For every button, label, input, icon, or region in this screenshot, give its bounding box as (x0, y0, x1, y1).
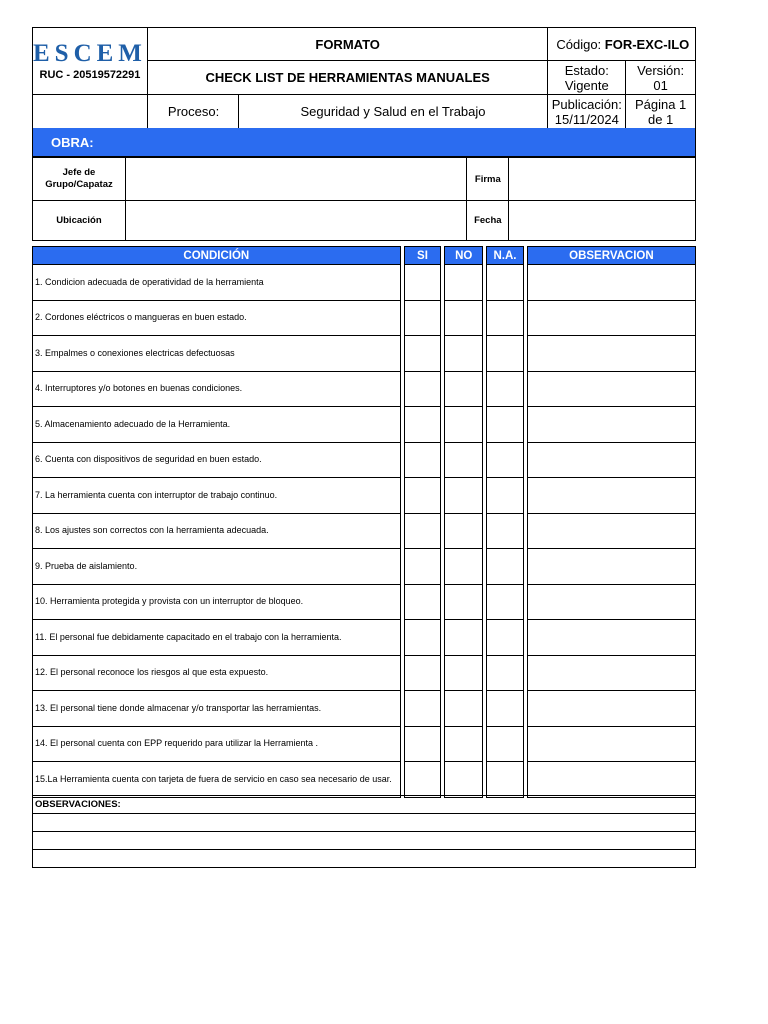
checklist-item-text: 7. La herramienta cuenta con interruptor de trabajo continuo. (33, 478, 401, 514)
ubicacion-label: Ubicación (33, 201, 126, 241)
observacion-cell[interactable] (527, 655, 695, 691)
ubicacion-input-cell[interactable] (125, 201, 466, 241)
na-check-cell[interactable] (487, 549, 524, 585)
si-check-cell[interactable] (404, 513, 441, 549)
observacion-cell[interactable] (527, 407, 695, 443)
checklist-row (33, 691, 696, 727)
jefe-input-cell[interactable] (125, 158, 466, 201)
na-check-cell[interactable] (487, 300, 524, 336)
company-logo: ESCEM (33, 40, 147, 67)
checklist-row (33, 584, 696, 620)
si-check-cell[interactable] (404, 549, 441, 585)
checklist-row (33, 442, 696, 478)
na-check-cell[interactable] (487, 620, 524, 656)
publicacion-cell (548, 95, 626, 129)
si-check-cell[interactable] (404, 584, 441, 620)
si-check-cell[interactable] (404, 478, 441, 514)
proceso-value: Seguridad y Salud en el Trabajo (238, 95, 548, 129)
company-logo-cell (33, 28, 148, 95)
checklist-row (33, 549, 696, 585)
pagina-value: de 1 (647, 111, 674, 127)
si-check-cell[interactable] (404, 691, 441, 727)
formato-label: FORMATO (147, 28, 547, 61)
no-check-cell[interactable] (445, 478, 483, 514)
checklist-row (33, 655, 696, 691)
si-check-cell[interactable] (404, 762, 441, 798)
no-check-cell[interactable] (445, 762, 483, 798)
na-check-cell[interactable] (487, 442, 524, 478)
checklist-item-text: 12. El personal reconoce los riesgos al que esta expuesto. (33, 655, 401, 691)
checklist-row (33, 620, 696, 656)
info-table (32, 157, 696, 241)
no-check-cell[interactable] (445, 336, 483, 372)
si-header: SI (404, 247, 441, 265)
observaciones-table (32, 795, 696, 868)
version-cell (626, 61, 696, 95)
checklist-table (32, 246, 696, 798)
ruc-number: RUC - 20519572291 (39, 69, 141, 81)
si-check-cell[interactable] (404, 265, 441, 301)
observacion-cell[interactable] (527, 478, 695, 514)
si-check-cell[interactable] (404, 620, 441, 656)
na-check-cell[interactable] (487, 478, 524, 514)
jefe-label-line2: Grupo/Capataz (45, 179, 113, 190)
si-check-cell[interactable] (404, 300, 441, 336)
no-check-cell[interactable] (445, 442, 483, 478)
no-check-cell[interactable] (445, 513, 483, 549)
document-title: CHECK LIST DE HERRAMIENTAS MANUALES (147, 61, 547, 95)
no-check-cell[interactable] (445, 371, 483, 407)
observacion-cell[interactable] (527, 513, 695, 549)
no-check-cell[interactable] (445, 726, 483, 762)
checklist-item-text: 6. Cuenta con dispositivos de seguridad en buen estado. (33, 442, 401, 478)
observacion-cell[interactable] (527, 762, 695, 798)
version-value: 01 (653, 77, 668, 93)
estado-label: Estado: (564, 62, 609, 78)
na-check-cell[interactable] (487, 265, 524, 301)
observacion-cell[interactable] (527, 371, 695, 407)
checklist-row (33, 336, 696, 372)
checklist-row (33, 265, 696, 301)
na-check-cell[interactable] (487, 762, 524, 798)
firma-label: Firma (467, 158, 509, 201)
checklist-item-text: 5. Almacenamiento adecuado de la Herramienta. (33, 407, 401, 443)
checklist-item-text: 4. Interruptores y/o botones en buenas condiciones. (33, 371, 401, 407)
logo-spacer (33, 95, 148, 129)
na-check-cell[interactable] (487, 513, 524, 549)
firma-input-cell[interactable] (509, 158, 696, 201)
na-check-cell[interactable] (487, 407, 524, 443)
codigo-value: FOR-EXC-ILO (604, 36, 690, 52)
checklist-row (33, 726, 696, 762)
version-label: Versión: (637, 62, 685, 78)
observacion-cell[interactable] (527, 691, 695, 727)
si-check-cell[interactable] (404, 726, 441, 762)
observacion-cell[interactable] (527, 620, 695, 656)
na-check-cell[interactable] (487, 584, 524, 620)
no-check-cell[interactable] (445, 620, 483, 656)
si-check-cell[interactable] (404, 371, 441, 407)
checklist-item-text: 14. El personal cuenta con EPP requerido para utilizar la Herramienta . (33, 726, 401, 762)
pagina-label: Página 1 (634, 96, 687, 112)
na-check-cell[interactable] (487, 371, 524, 407)
observaciones-line[interactable] (33, 814, 696, 832)
observacion-cell[interactable] (527, 726, 695, 762)
no-check-cell[interactable] (445, 549, 483, 585)
checklist-item-text: 8. Los ajustes son correctos con la herramienta adecuada. (33, 513, 401, 549)
checklist-item-text: 11. El personal fue debidamente capacitado en el trabajo con la herramienta. (33, 620, 401, 656)
obra-label: OBRA: (51, 135, 94, 150)
na-check-cell[interactable] (487, 691, 524, 727)
observacion-cell[interactable] (527, 300, 695, 336)
si-check-cell[interactable] (404, 336, 441, 372)
publicacion-value: 15/11/2024 (554, 111, 619, 127)
fecha-input-cell[interactable] (509, 201, 696, 241)
checklist-item-text: 3. Empalmes o conexiones electricas defectuosas (33, 336, 401, 372)
na-check-cell[interactable] (487, 726, 524, 762)
observacion-header: OBSERVACION (527, 247, 695, 265)
jefe-label-cell (33, 158, 126, 201)
checklist-row (33, 762, 696, 798)
checklist-item-text: 9. Prueba de aislamiento. (33, 549, 401, 585)
observacion-cell[interactable] (527, 584, 695, 620)
observaciones-line[interactable] (33, 850, 696, 868)
no-check-cell[interactable] (445, 691, 483, 727)
checklist-item-text: 10. Herramienta protegida y provista con un interruptor de bloqueo. (33, 584, 401, 620)
observaciones-label: OBSERVACIONES: (33, 796, 696, 814)
no-check-cell[interactable] (445, 655, 483, 691)
codigo-label: Código: (556, 36, 605, 52)
estado-cell (548, 61, 626, 95)
checklist-item-text: 1. Condicion adecuada de operatividad de la herramienta (33, 265, 401, 301)
observacion-cell[interactable] (527, 336, 695, 372)
checklist-row (33, 513, 696, 549)
jefe-label-line1: Jefe de (62, 167, 96, 178)
si-check-cell[interactable] (404, 407, 441, 443)
no-check-cell[interactable] (445, 265, 483, 301)
no-check-cell[interactable] (445, 584, 483, 620)
checklist-item-text: 13. El personal tiene donde almacenar y/o transportar las herramientas. (33, 691, 401, 727)
checklist-row (33, 478, 696, 514)
observacion-cell[interactable] (527, 549, 695, 585)
checklist-item-text: 2. Cordones eléctricos o mangueras en buen estado. (33, 300, 401, 336)
checklist-row (33, 300, 696, 336)
fecha-label: Fecha (467, 201, 509, 241)
checklist-row (33, 407, 696, 443)
checklist-header-row (33, 247, 696, 265)
na-check-cell[interactable] (487, 655, 524, 691)
proceso-label: Proceso: (147, 95, 238, 129)
na-header: N.A. (487, 247, 524, 265)
checklist-row (33, 371, 696, 407)
si-check-cell[interactable] (404, 442, 441, 478)
pagina-cell (626, 95, 696, 129)
observacion-cell[interactable] (527, 265, 695, 301)
na-check-cell[interactable] (487, 336, 524, 372)
estado-value: Vigente (564, 77, 609, 93)
no-check-cell[interactable] (445, 300, 483, 336)
document-header (32, 27, 696, 129)
checklist-item-text: 15.La Herramienta cuenta con tarjeta de fuera de servicio en caso sea necesario de usar. (33, 762, 401, 798)
publicacion-label: Publicación: (551, 96, 622, 112)
obra-bar (32, 128, 696, 157)
si-check-cell[interactable] (404, 655, 441, 691)
codigo-cell (548, 28, 696, 61)
no-check-cell[interactable] (445, 407, 483, 443)
observacion-cell[interactable] (527, 442, 695, 478)
no-header: NO (445, 247, 483, 265)
condicion-header: CONDICIÓN (33, 247, 401, 265)
observaciones-line[interactable] (33, 832, 696, 850)
